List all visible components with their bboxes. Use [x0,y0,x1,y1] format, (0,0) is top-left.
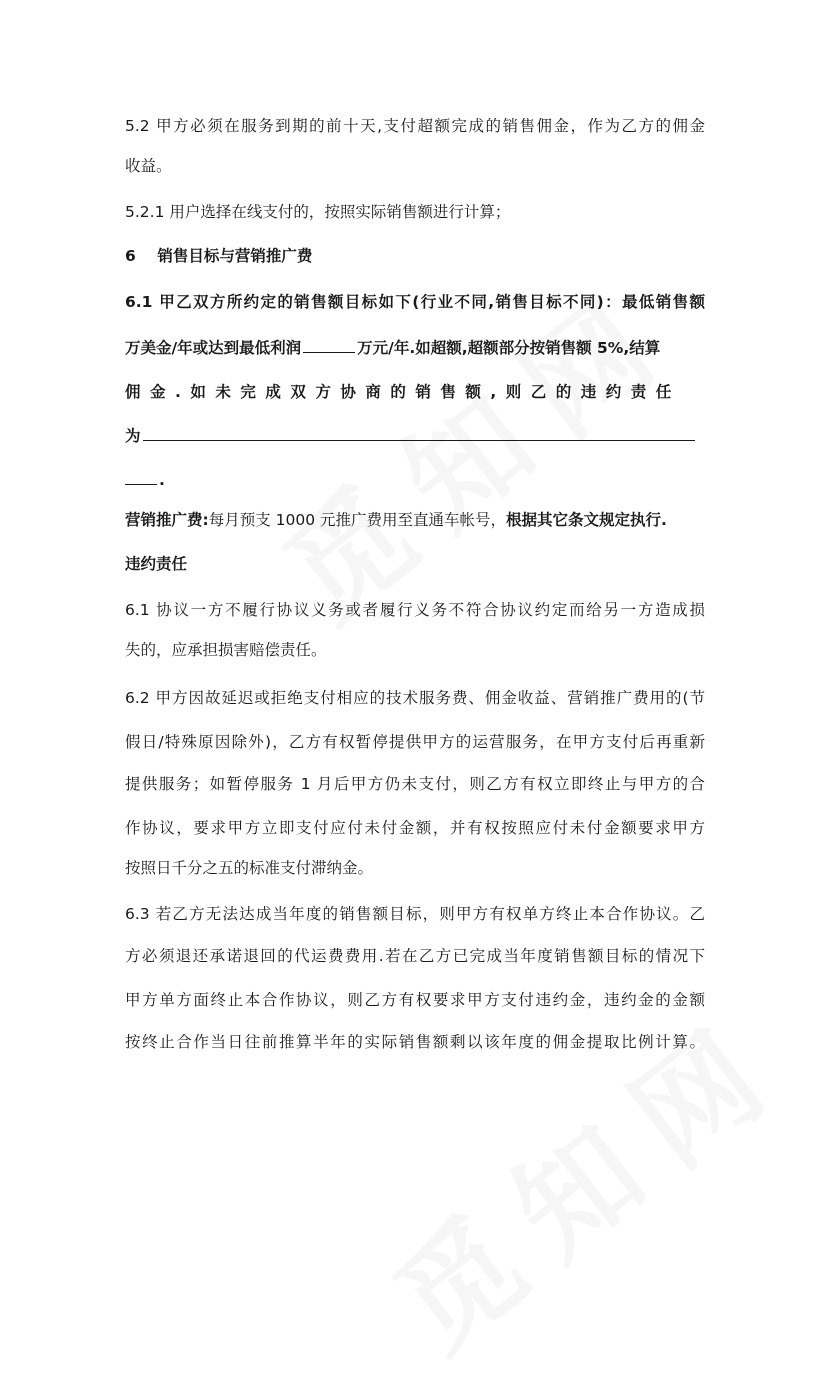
para-6-3-line-4: 按终止合作当日往前推算半年的实际销售额剩以该年度的佣金提取比例计算。 [125,1033,705,1051]
liability-blank-end [125,483,157,485]
para-6-1-line-1: 6.1 甲乙双方所约定的销售额目标如下(行业不同,销售目标不同)：最低销售额 [125,293,705,311]
para-6-1-line-3: 佣金.如未完成双方协商的销售额,则乙的违约责任 [125,383,681,401]
para-5-2-1: 5.2.1 用户选择在线支付的，按照实际销售额进行计算； [125,203,511,221]
para-breach-6-1-line-2: 失的，应承担损害赔偿责任。 [125,641,327,659]
marketing-fee-rule: 根据其它条文规定执行. [506,511,667,529]
profit-blank [303,351,355,353]
para-6-2-line-3: 提供服务；如暂停服务 1 月后甲方仍未支付，则乙方有权立即终止与甲方的合 [125,775,705,793]
para-6-1-line-5-text: . [159,471,165,489]
para-6-2-line-4: 作协议，要求甲方立即支付应付未付金额，并有权按照应付未付金额要求甲方 [125,819,705,837]
section-6-heading: 6 销售目标与营销推广费 [125,247,313,265]
liability-blank [143,439,695,441]
para-6-1-line-4 [125,424,705,448]
para-breach-6-1-line-1: 6.1 协议一方不履行协议义务或者履行义务不符合协议约定而给另一方造成损 [125,601,705,619]
marketing-fee-line [125,508,705,532]
para-6-1-line-2-part-2: 万元/年.如超额,超额部分按销售额 5%,结算 [357,339,661,357]
para-5-2-line-1: 5.2 甲方必须在服务到期的前十天,支付超额完成的销售佣金，作为乙方的佣金 [125,117,705,135]
para-6-2-line-2: 假日/特殊原因除外)，乙方有权暂停提供甲方的运营服务，在甲方支付后再重新 [125,733,705,751]
para-6-3-line-2: 方必须退还承诺退回的代运费费用.若在乙方已完成当年度销售额目标的情况下 [125,947,705,965]
para-6-1-line-5 [125,468,705,492]
para-6-3-line-1: 6.3 若乙方无法达成当年度的销售额目标，则甲方有权单方终止本合作协议。乙 [125,905,705,923]
para-6-1-line-2 [125,336,705,360]
para-6-1-line-4-text: 为 [125,427,141,445]
para-6-2-line-1: 6.2 甲方因故延迟或拒绝支付相应的技术服务费、佣金收益、营销推广费用的(节 [125,689,705,707]
marketing-fee-text: 每月预支 1000 元推广费用至直通车帐号， [208,511,507,529]
para-5-2-line-2: 收益。 [125,157,172,175]
para-6-2-line-5: 按照日千分之五的标准支付滞纳金。 [125,859,374,877]
para-6-3-line-3: 甲方单方面终止本合作协议，则乙方有权要求甲方支付违约金，违约金的金额 [125,991,705,1009]
breach-heading: 违约责任 [125,555,188,573]
marketing-fee-label: 营销推广费: [125,511,209,529]
para-6-1-line-2-part-1: 万美金/年或达到最低利润 [125,339,302,357]
